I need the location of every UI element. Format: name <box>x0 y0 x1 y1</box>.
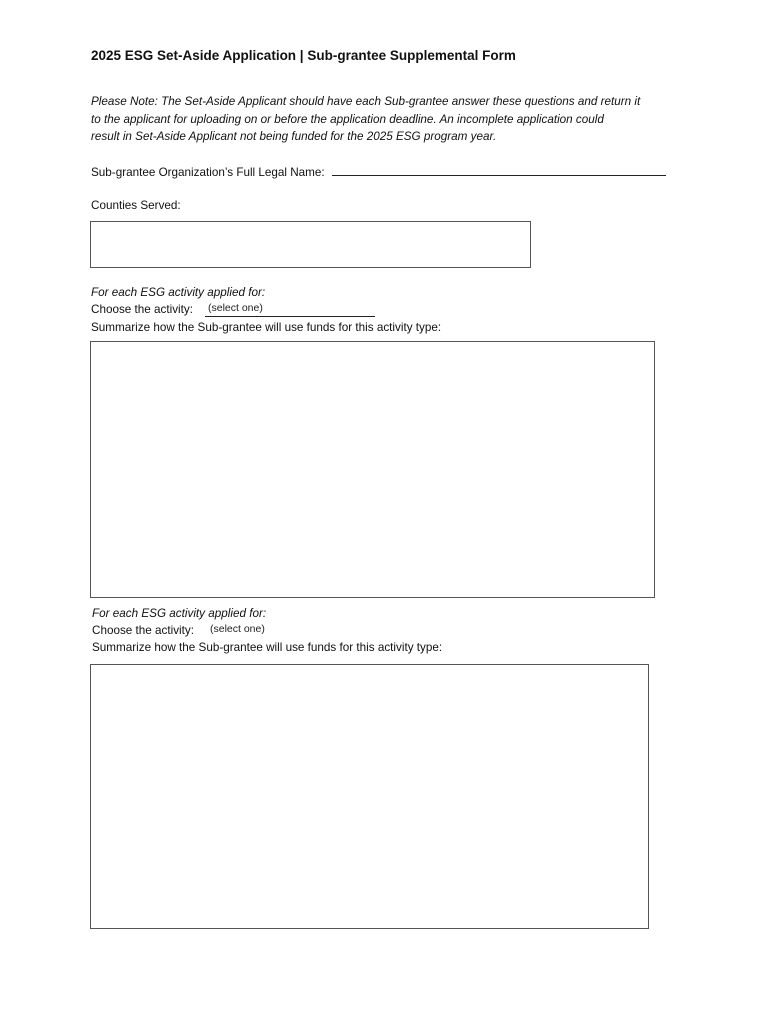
activity-1-summary-label: Summarize how the Sub-grantee will use funds for this activity type: <box>91 321 442 334</box>
activity-2-select-value: (select one) <box>210 623 265 635</box>
note-line-1: Please Note: The Set-Aside Applicant should have each Sub-grantee answer these questions and return it <box>91 95 641 108</box>
activity-1-choose-label: Choose the activity: <box>91 303 193 316</box>
activity-2-choose-label: Choose the activity: <box>92 624 194 637</box>
form-title: 2025 ESG Set-Aside Application | Sub-grantee Supplemental Form <box>91 48 516 63</box>
org-name-row <box>91 164 666 179</box>
activity-1-heading: For each ESG activity applied for: <box>91 286 266 299</box>
note-line-3: result in Set-Aside Applicant not being funded for the 2025 ESG program year. <box>91 130 497 143</box>
counties-label: Counties Served: <box>91 199 181 212</box>
counties-field[interactable] <box>90 221 531 268</box>
activity-2-summary-field[interactable] <box>90 664 649 929</box>
activity-2-heading: For each ESG activity applied for: <box>92 607 267 620</box>
instructions-note <box>91 93 691 146</box>
activity-2-select[interactable] <box>208 623 377 637</box>
note-line-2: to the applicant for uploading on or before the application deadline. An incomplete application could <box>91 112 604 126</box>
activity-1-select[interactable] <box>205 302 375 317</box>
org-name-field[interactable] <box>332 164 666 176</box>
activity-1-summary-field[interactable] <box>90 341 655 598</box>
activity-1-select-value: (select one) <box>208 302 263 314</box>
activity-2-summary-label: Summarize how the Sub-grantee will use funds for this activity type: <box>92 641 443 654</box>
org-name-label: Sub-grantee Organization’s Full Legal Name: <box>91 166 325 179</box>
